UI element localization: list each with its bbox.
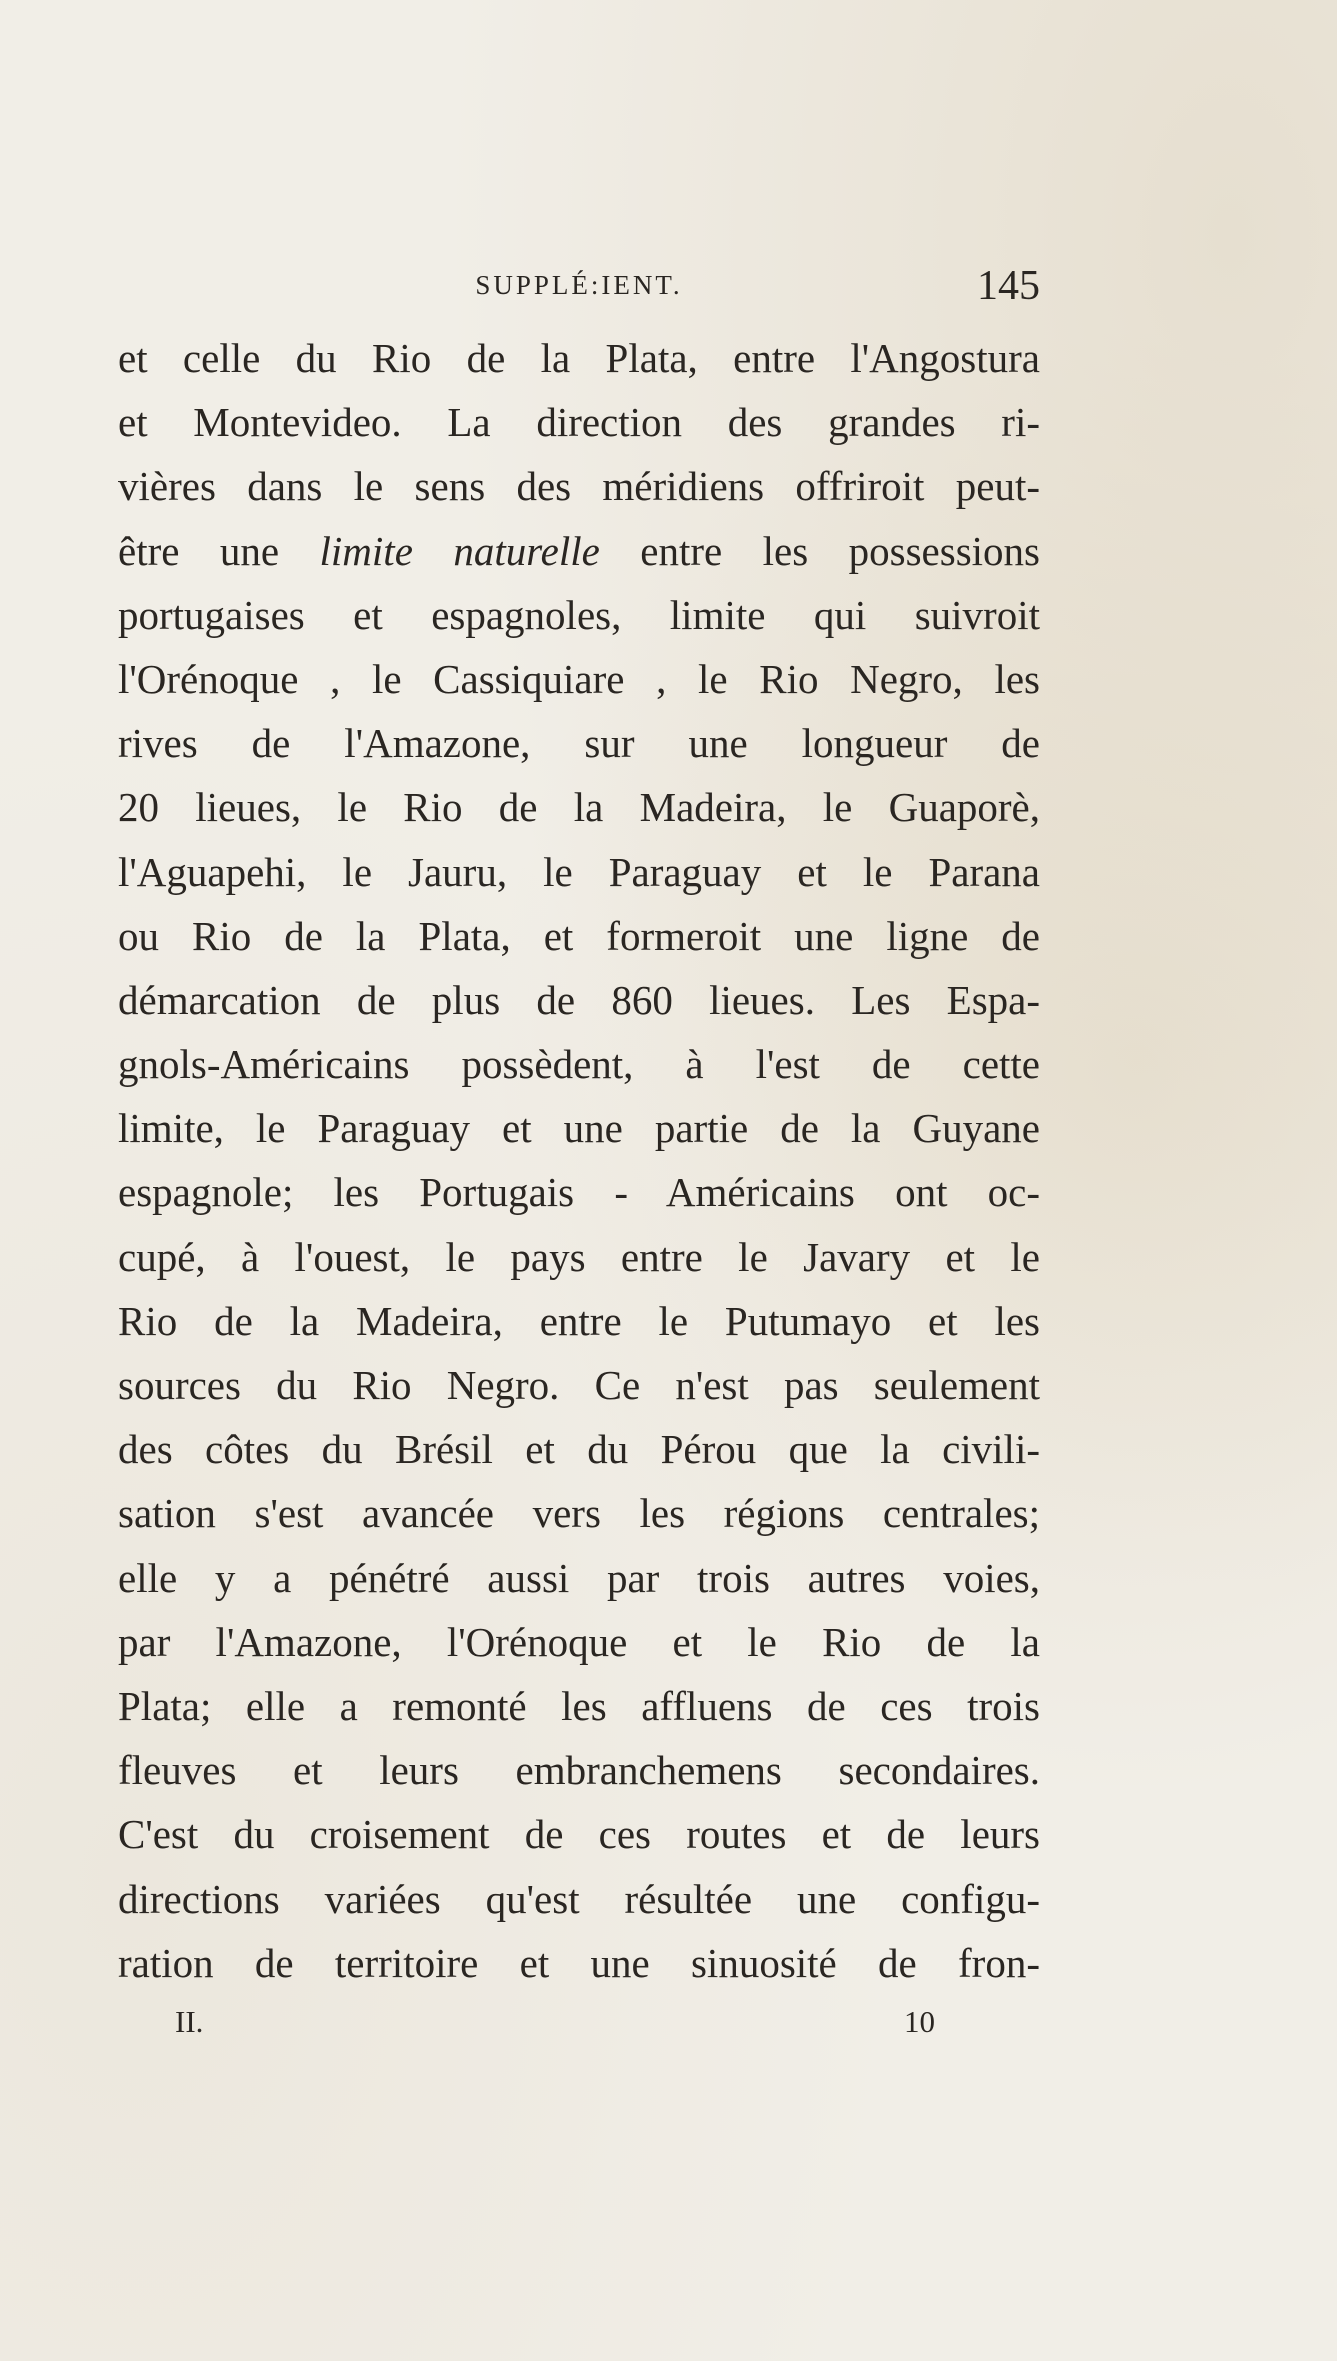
body-text xyxy=(118,326,1040,1995)
text-line: ration de territoire et une sinuosité de fron- xyxy=(118,1939,1040,1986)
text-line: cupé, à l'ouest, le pays entre le Javary et le xyxy=(118,1233,1040,1280)
text-line: et Montevideo. La direction des grandes ri- xyxy=(118,399,1040,446)
text-line: 20 lieues, le Rio de la Madeira, le Guaporè, xyxy=(118,784,1040,831)
text-line: Plata; elle a remonté les affluens de ces trois xyxy=(118,1682,1040,1729)
signature-mark: II. xyxy=(175,2004,204,2039)
text-line: espagnole; les Portugais - Américains ont oc- xyxy=(118,1169,1040,1216)
text-line: être une limite naturelle entre les possessions xyxy=(118,527,1040,574)
sheet-number: 10 xyxy=(904,2004,935,2039)
running-title: SUPPLÉ:IENT. xyxy=(475,270,683,300)
text-line: rives de l'Amazone, sur une longueur de xyxy=(118,720,1040,767)
text-line: l'Orénoque , le Cassiquiare , le Rio Negro, les xyxy=(118,655,1040,702)
text-line: C'est du croisement de ces routes et de leurs xyxy=(118,1811,1040,1858)
text-line: des côtes du Brésil et du Pérou que la civili- xyxy=(118,1426,1040,1473)
running-head xyxy=(118,262,1040,309)
text-line: ou Rio de la Plata, et formeroit une ligne de xyxy=(118,912,1040,959)
text-line: vières dans le sens des méridiens offriroit peut- xyxy=(118,463,1040,510)
text-line: sation s'est avancée vers les régions centrales; xyxy=(118,1490,1040,1537)
text-line: démarcation de plus de 860 lieues. Les Espa- xyxy=(118,976,1040,1023)
text-line: portugaises et espagnoles, limite qui suivroit xyxy=(118,591,1040,638)
text-line: par l'Amazone, l'Orénoque et le Rio de la xyxy=(118,1618,1040,1665)
page-footer xyxy=(175,2004,935,2044)
text-line: gnols-Américains possèdent, à l'est de cette xyxy=(118,1041,1040,1088)
italic-phrase: limite naturelle xyxy=(319,527,600,574)
text-line: Rio de la Madeira, entre le Putumayo et les xyxy=(118,1297,1040,1344)
text-line: limite, le Paraguay et une partie de la Guyane xyxy=(118,1105,1040,1152)
text-line: et celle du Rio de la Plata, entre l'Angostura xyxy=(118,335,1040,381)
text-line: directions variées qu'est résultée une configu- xyxy=(118,1875,1040,1922)
page-number: 145 xyxy=(977,263,1040,309)
text-line: sources du Rio Negro. Ce n'est pas seulement xyxy=(118,1362,1040,1408)
text-line: fleuves et leurs embranchemens secondaires. xyxy=(118,1747,1040,1794)
text-line: l'Aguapehi, le Jauru, le Paraguay et le Parana xyxy=(118,848,1040,895)
text-line: elle y a pénétré aussi par trois autres voies, xyxy=(118,1554,1040,1601)
